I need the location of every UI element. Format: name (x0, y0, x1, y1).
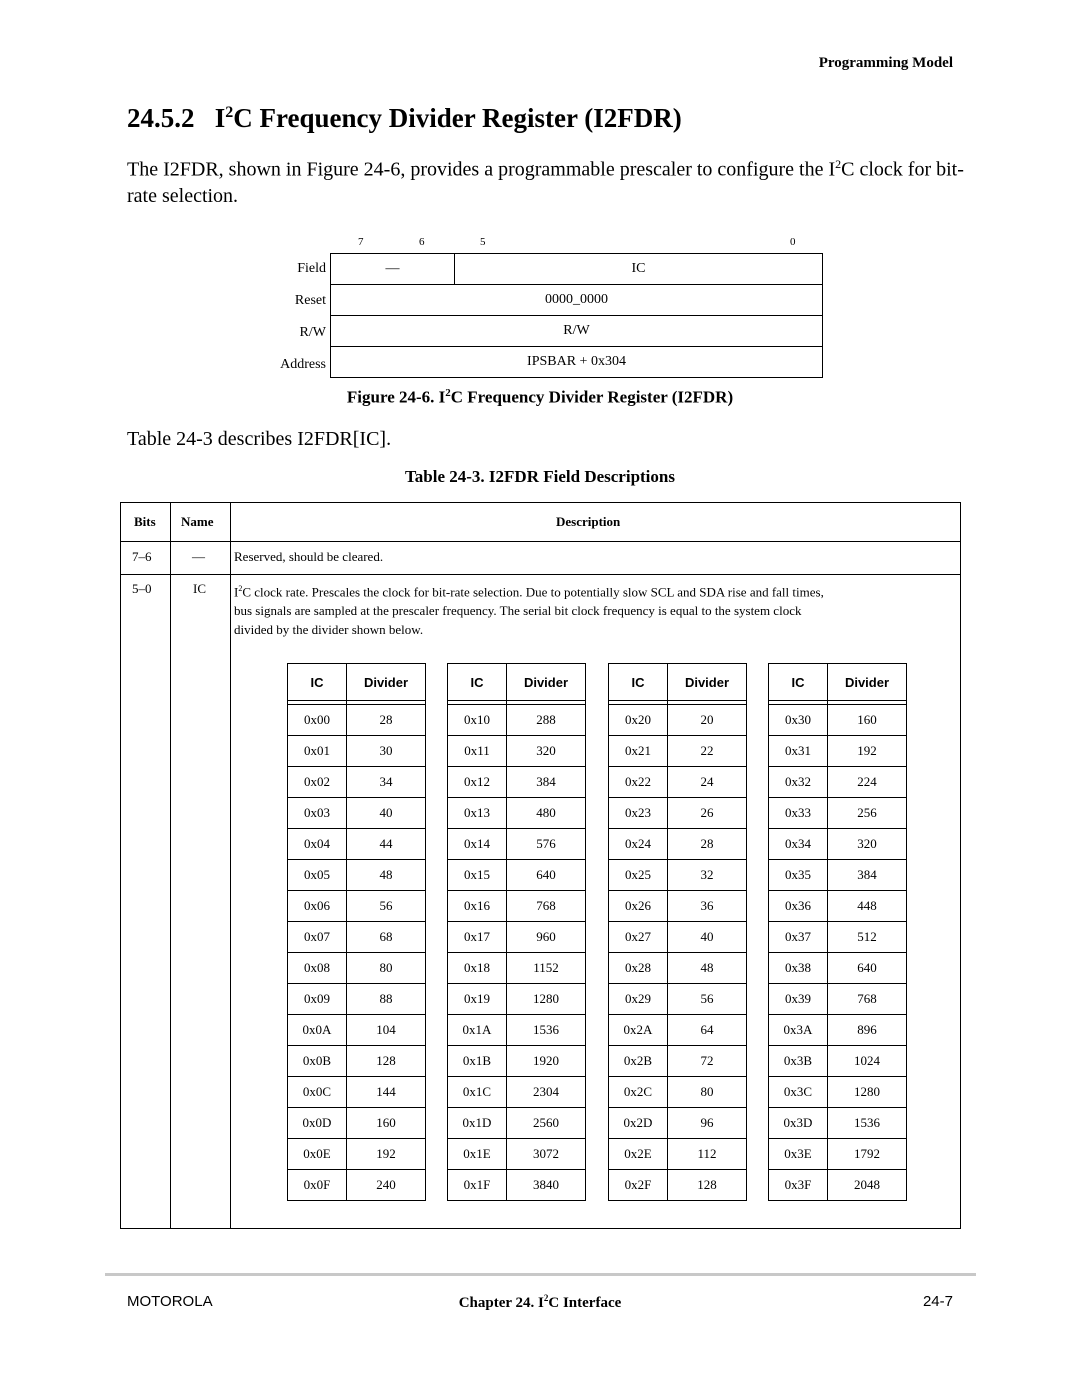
divider-value: 128 (347, 1046, 426, 1077)
divider-value: 72 (668, 1046, 747, 1077)
divider-value: 960 (507, 922, 586, 953)
section-title-sup: 2 (225, 104, 234, 121)
divider-row (609, 1170, 747, 1201)
ic-value: 0x18 (448, 953, 507, 984)
divider-table-header (448, 664, 586, 701)
divider-value: 26 (668, 798, 747, 829)
divider-row (769, 891, 907, 922)
ic-value: 0x3B (769, 1046, 828, 1077)
divider-value: 320 (507, 736, 586, 767)
divider-row (448, 705, 586, 736)
divider-column-header: Divider (668, 664, 747, 701)
ic-value: 0x1A (448, 1015, 507, 1046)
divider-row (609, 1046, 747, 1077)
column-header-name: Name (181, 514, 214, 529)
divider-value: 1152 (507, 953, 586, 984)
divider-value: 1792 (828, 1139, 907, 1170)
divider-row (448, 1108, 586, 1139)
ic-value: 0x28 (609, 953, 668, 984)
running-header: Programming Model (818, 55, 953, 71)
divider-row (769, 705, 907, 736)
ic-value: 0x11 (448, 736, 507, 767)
divider-row (769, 736, 907, 767)
divider-row (288, 767, 426, 798)
divider-value: 96 (668, 1108, 747, 1139)
ic-column-header: IC (609, 664, 668, 701)
table-reference-text: Table 24-3 describes I2FDR[IC]. (127, 428, 392, 450)
ic-value: 0x17 (448, 922, 507, 953)
ic-column-header: IC (448, 664, 507, 701)
ic-value: 0x3F (769, 1170, 828, 1201)
divider-value: 640 (507, 860, 586, 891)
ic-value: 0x16 (448, 891, 507, 922)
ic-value: 0x32 (769, 767, 828, 798)
section-title-post: C Frequency Divider Register (I2FDR) (233, 103, 682, 133)
ic-value: 0x02 (288, 767, 347, 798)
divider-value: 1024 (828, 1046, 907, 1077)
divider-value: 448 (828, 891, 907, 922)
divider-value: 256 (828, 798, 907, 829)
divider-value: 512 (828, 922, 907, 953)
figure-caption-sup: 2 (445, 387, 451, 399)
divider-row (288, 736, 426, 767)
section-number: 24.5.2 (127, 103, 195, 133)
register-label-rw: R/W (299, 325, 326, 340)
divider-row (288, 829, 426, 860)
divider-row (448, 767, 586, 798)
divider-row (769, 922, 907, 953)
divider-row (609, 736, 747, 767)
ic-value: 0x0C (288, 1077, 347, 1108)
divider-row (288, 1015, 426, 1046)
ic-value: 0x37 (769, 922, 828, 953)
divider-value: 640 (828, 953, 907, 984)
column-header-description: Description (556, 514, 621, 529)
ic-desc-pre: I (234, 584, 239, 600)
ic-value: 0x2E (609, 1139, 668, 1170)
divider-row (448, 984, 586, 1015)
divider-value: 28 (347, 705, 426, 736)
divider-value: 2048 (828, 1170, 907, 1201)
divider-row (288, 922, 426, 953)
ic-value: 0x31 (769, 736, 828, 767)
ic-value: 0x30 (769, 705, 828, 736)
divider-row (288, 705, 426, 736)
ic-value: 0x21 (609, 736, 668, 767)
divider-column-header: Divider (828, 664, 907, 701)
intro-sup: 2 (835, 157, 842, 171)
ic-value: 0x1F (448, 1170, 507, 1201)
divider-value: 56 (347, 891, 426, 922)
divider-value: 1536 (828, 1108, 907, 1139)
divider-table-3 (608, 663, 747, 1201)
ic-value: 0x03 (288, 798, 347, 829)
bit-number-7: 7 (358, 236, 364, 248)
ic-value: 0x0A (288, 1015, 347, 1046)
ic-value: 0x08 (288, 953, 347, 984)
divider-row (448, 1170, 586, 1201)
figure-caption (0, 387, 1080, 408)
table-caption: Table 24-3. I2FDR Field Descriptions (405, 467, 675, 486)
divider-value: 224 (828, 767, 907, 798)
ic-value: 0x10 (448, 705, 507, 736)
divider-value: 48 (347, 860, 426, 891)
ic-value: 0x23 (609, 798, 668, 829)
divider-value: 128 (668, 1170, 747, 1201)
row-name-reserved: — (192, 549, 205, 564)
divider-row (769, 984, 907, 1015)
ic-value: 0x0F (288, 1170, 347, 1201)
register-label-reset: Reset (294, 293, 326, 308)
divider-value: 896 (828, 1015, 907, 1046)
divider-value: 192 (828, 736, 907, 767)
divider-value: 36 (668, 891, 747, 922)
divider-row (288, 891, 426, 922)
divider-value: 1280 (828, 1077, 907, 1108)
divider-row (609, 891, 747, 922)
divider-value: 144 (347, 1077, 426, 1108)
ic-value: 0x38 (769, 953, 828, 984)
divider-row (609, 1015, 747, 1046)
divider-value: 1536 (507, 1015, 586, 1046)
divider-row (288, 798, 426, 829)
divider-value: 384 (828, 860, 907, 891)
divider-value: 160 (347, 1108, 426, 1139)
divider-row (288, 860, 426, 891)
register-reset-value: 0000_0000 (331, 285, 823, 316)
divider-table-1 (287, 663, 426, 1201)
divider-row (609, 829, 747, 860)
ic-value: 0x2A (609, 1015, 668, 1046)
ic-value: 0x22 (609, 767, 668, 798)
ic-value: 0x19 (448, 984, 507, 1015)
divider-row (609, 798, 747, 829)
ic-value: 0x1D (448, 1108, 507, 1139)
divider-value: 68 (347, 922, 426, 953)
divider-row (448, 1139, 586, 1170)
divider-row (769, 1139, 907, 1170)
ic-desc-line3: divided by the divider shown below. (234, 622, 424, 638)
intro-paragraph (127, 151, 967, 209)
divider-value: 384 (507, 767, 586, 798)
divider-table-4 (768, 663, 907, 1201)
divider-row (288, 984, 426, 1015)
divider-row (448, 1015, 586, 1046)
ic-value: 0x39 (769, 984, 828, 1015)
divider-row (448, 953, 586, 984)
divider-row (288, 1077, 426, 1108)
divider-value: 40 (347, 798, 426, 829)
bit-number-6: 6 (419, 236, 425, 248)
divider-row (448, 736, 586, 767)
divider-row (609, 705, 747, 736)
register-address-value: IPSBAR + 0x304 (331, 347, 823, 378)
ic-value: 0x2C (609, 1077, 668, 1108)
bit-number-0: 0 (790, 236, 796, 248)
divider-value: 768 (507, 891, 586, 922)
ic-desc-line2: bus signals are sampled at the prescaler frequency. The serial bit clock frequency is equal to the system clock (234, 603, 802, 619)
register-rw-value: R/W (331, 316, 823, 347)
ic-value: 0x26 (609, 891, 668, 922)
divider-row (609, 984, 747, 1015)
ic-value: 0x35 (769, 860, 828, 891)
section-title-pre: I (214, 103, 226, 133)
divider-row (769, 860, 907, 891)
ic-value: 0x04 (288, 829, 347, 860)
divider-value: 20 (668, 705, 747, 736)
divider-value: 288 (507, 705, 586, 736)
divider-value: 44 (347, 829, 426, 860)
column-header-bits: Bits (134, 514, 156, 529)
ic-value: 0x36 (769, 891, 828, 922)
ic-value: 0x3E (769, 1139, 828, 1170)
divider-row (609, 1139, 747, 1170)
footer-page-number: 24-7 (922, 1293, 953, 1310)
row-name-ic: IC (193, 581, 206, 596)
divider-value: 80 (347, 953, 426, 984)
intro-post: C clock for bit-rate selection. (127, 158, 964, 207)
ic-value: 0x3A (769, 1015, 828, 1046)
divider-value: 34 (347, 767, 426, 798)
divider-row (448, 829, 586, 860)
divider-table-header (769, 664, 907, 701)
ic-value: 0x09 (288, 984, 347, 1015)
divider-table-2 (447, 663, 586, 1201)
ic-value: 0x29 (609, 984, 668, 1015)
ic-value: 0x06 (288, 891, 347, 922)
divider-value: 3072 (507, 1139, 586, 1170)
footer-publisher: MOTOROLA (127, 1293, 213, 1310)
bit-number-5: 5 (480, 236, 486, 248)
ic-value: 0x25 (609, 860, 668, 891)
divider-column-header: Divider (347, 664, 426, 701)
register-label-address: Address (280, 357, 326, 372)
ic-value: 0x33 (769, 798, 828, 829)
ic-column-header: IC (769, 664, 828, 701)
column-divider (170, 503, 171, 1228)
register-field-reserved: — (331, 254, 455, 285)
ic-value: 0x2D (609, 1108, 668, 1139)
ic-value: 0x1B (448, 1046, 507, 1077)
row-description-ic (234, 579, 956, 639)
footer-chapter-post: C Interface (548, 1295, 622, 1311)
divider-value: 24 (668, 767, 747, 798)
section-title (127, 103, 682, 134)
ic-desc-sup: 2 (238, 584, 243, 593)
ic-value: 0x15 (448, 860, 507, 891)
divider-value: 2304 (507, 1077, 586, 1108)
figure-caption-pre: Figure 24-6. I (346, 387, 446, 407)
divider-value: 88 (347, 984, 426, 1015)
divider-table-header (609, 664, 747, 701)
divider-value: 320 (828, 829, 907, 860)
ic-value: 0x1E (448, 1139, 507, 1170)
divider-value: 80 (668, 1077, 747, 1108)
divider-row (288, 1108, 426, 1139)
ic-value: 0x12 (448, 767, 507, 798)
divider-row (609, 1108, 747, 1139)
header-divider (121, 541, 960, 542)
divider-table-header (288, 664, 426, 701)
ic-value: 0x0D (288, 1108, 347, 1139)
footer-chapter (0, 1293, 1080, 1312)
divider-value: 576 (507, 829, 586, 860)
ic-desc-line1: C clock rate. Prescales the clock for bit-rate selection. Due to potentially slow SCL and SDA rise and fall times, (242, 584, 824, 600)
divider-value: 112 (668, 1139, 747, 1170)
ic-value: 0x00 (288, 705, 347, 736)
divider-row (769, 1170, 907, 1201)
divider-value: 32 (668, 860, 747, 891)
ic-value: 0x1C (448, 1077, 507, 1108)
divider-value: 192 (347, 1139, 426, 1170)
divider-row (769, 1046, 907, 1077)
row-description-reserved: Reserved, should be cleared. (234, 549, 384, 564)
divider-row (448, 1077, 586, 1108)
ic-value: 0x24 (609, 829, 668, 860)
divider-column-header: Divider (507, 664, 586, 701)
ic-value: 0x20 (609, 705, 668, 736)
divider-row (609, 860, 747, 891)
divider-row (448, 798, 586, 829)
divider-value: 48 (668, 953, 747, 984)
register-field-ic: IC (455, 254, 823, 285)
divider-value: 768 (828, 984, 907, 1015)
ic-value: 0x3D (769, 1108, 828, 1139)
ic-value: 0x13 (448, 798, 507, 829)
row-divider (121, 574, 960, 575)
footer-chapter-sup: 2 (543, 1293, 549, 1303)
ic-value: 0x27 (609, 922, 668, 953)
divider-value: 104 (347, 1015, 426, 1046)
ic-value: 0x3C (769, 1077, 828, 1108)
ic-value: 0x2B (609, 1046, 668, 1077)
intro-pre: The I2FDR, shown in Figure 24-6, provides a programmable prescaler to configure the I (127, 158, 836, 181)
divider-value: 240 (347, 1170, 426, 1201)
divider-row (448, 1046, 586, 1077)
divider-value: 2560 (507, 1108, 586, 1139)
ic-value: 0x05 (288, 860, 347, 891)
divider-row (448, 891, 586, 922)
ic-value: 0x0B (288, 1046, 347, 1077)
divider-value: 64 (668, 1015, 747, 1046)
divider-row (769, 798, 907, 829)
figure-caption-post: C Frequency Divider Register (I2FDR) (450, 387, 734, 407)
divider-row (769, 829, 907, 860)
divider-row (609, 767, 747, 798)
ic-column-header: IC (288, 664, 347, 701)
divider-row (769, 1015, 907, 1046)
divider-row (448, 860, 586, 891)
divider-value: 1280 (507, 984, 586, 1015)
divider-value: 56 (668, 984, 747, 1015)
row-bits-5-0: 5–0 (132, 581, 152, 596)
divider-value: 3840 (507, 1170, 586, 1201)
divider-row (769, 953, 907, 984)
divider-row (609, 922, 747, 953)
ic-value: 0x0E (288, 1139, 347, 1170)
footer-chapter-pre: Chapter 24. I (458, 1295, 544, 1311)
ic-value: 0x2F (609, 1170, 668, 1201)
divider-value: 30 (347, 736, 426, 767)
divider-value: 160 (828, 705, 907, 736)
divider-row (769, 1077, 907, 1108)
divider-row (769, 767, 907, 798)
ic-value: 0x34 (769, 829, 828, 860)
footer-rule (105, 1273, 976, 1276)
divider-row (448, 922, 586, 953)
column-divider (230, 503, 231, 1228)
divider-row (288, 1170, 426, 1201)
register-label-field: Field (297, 261, 326, 276)
divider-row (288, 1046, 426, 1077)
divider-value: 40 (668, 922, 747, 953)
divider-row (609, 1077, 747, 1108)
ic-value: 0x07 (288, 922, 347, 953)
divider-row (288, 1139, 426, 1170)
ic-value: 0x01 (288, 736, 347, 767)
divider-value: 1920 (507, 1046, 586, 1077)
divider-value: 28 (668, 829, 747, 860)
register-diagram (330, 253, 823, 378)
ic-value: 0x14 (448, 829, 507, 860)
divider-value: 480 (507, 798, 586, 829)
divider-row (769, 1108, 907, 1139)
row-bits-7-6: 7–6 (132, 549, 152, 564)
divider-row (609, 953, 747, 984)
divider-row (288, 953, 426, 984)
divider-value: 22 (668, 736, 747, 767)
